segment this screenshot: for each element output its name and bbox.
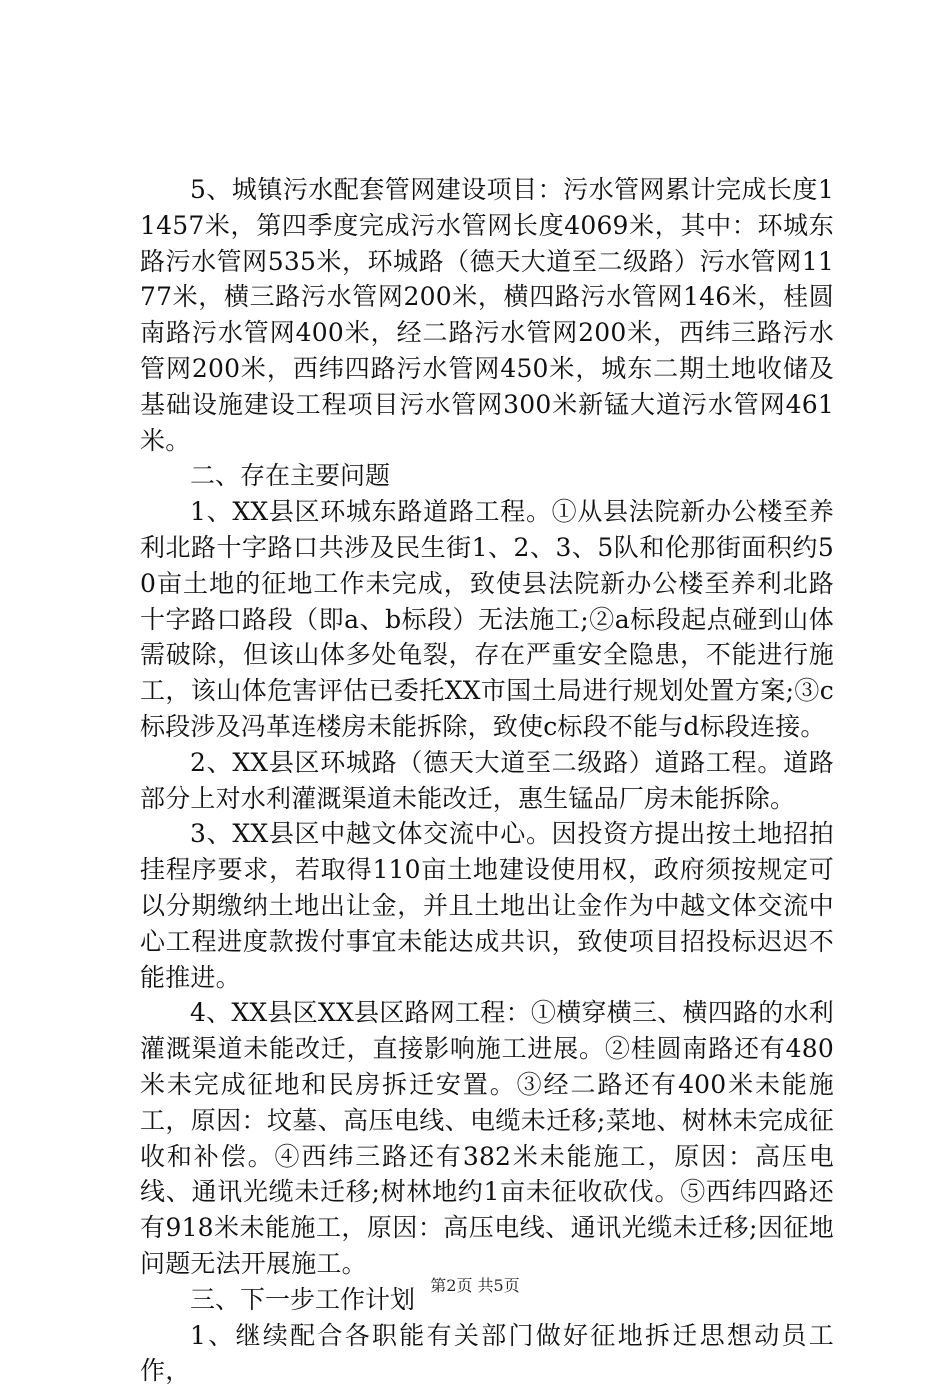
paragraph-problem-3: 3、XX县区中越文体交流中心。因投资方提出按土地招拍挂程序要求，若取得110亩土地建设使用权，政府须按规定可以分期缴纳土地出让金，并且土地出让金作为中越文体交流中心工程进度款拨付事宜未能达成共识，致使项目招投标迟迟不能推进。 (140, 816, 834, 995)
paragraph-problem-1: 1、XX县区环城东路道路工程。①从县法院新办公楼至养利北路十字路口共涉及民生街1、2、3、5队和伦那街面积约50亩土地的征地工作未完成，致使县法院新办公楼至养利北路十字路口路段（即a、b标段）无法施工;②a标段起点碰到山体需破除，但该山体多处龟裂，存在严重安全隐患，不能进行施工，该山体危害评估已委托XX市国土局进行规划处置方案;③c标段涉及冯革连楼房未能拆除，致使c标段不能与d标段连接。 (140, 494, 834, 745)
section-heading-next-plan: 三、下一步工作计划 (140, 1282, 834, 1318)
paragraph-problem-2: 2、XX县区环城路（德天大道至二级路）道路工程。道路部分上对水利灌溉渠道未能改迁，惠生锰品厂房未能拆除。 (140, 745, 834, 817)
page-footer: 第2页 共5页 (0, 1276, 950, 1296)
paragraph-plan-1: 1、继续配合各职能有关部门做好征地拆迁思想动员工作， (140, 1318, 834, 1389)
section-heading-main-problems: 二、存在主要问题 (140, 458, 834, 494)
document-body (140, 172, 834, 1389)
paragraph-sewage-network: 5、城镇污水配套管网建设项目：污水管网累计完成长度11457米，第四季度完成污水管网长度4069米，其中：环城东路污水管网535米，环城路（德天大道至二级路）污水管网1177米，横三路污水管网200米，横四路污水管网146米，桂圆南路污水管网400米，经二路污水管网200米，西纬三路污水管网200米，西纬四路污水管网450米，城东二期土地收储及基础设施建设工程项目污水管网300米新锰大道污水管网461米。 (140, 172, 834, 458)
paragraph-problem-4: 4、XX县区XX县区路网工程：①横穿横三、横四路的水利灌溉渠道未能改迁，直接影响施工进展。②桂圆南路还有480米未完成征地和民房拆迁安置。③经二路还有400米未能施工，原因：坟墓、高压电线、电缆未迁移;菜地、树林未完成征收和补偿。④西纬三路还有382米未能施工，原因：高压电线、通讯光缆未迁移;树林地约1亩未征收砍伐。⑤西纬四路还有918米未能施工，原因：高压电线、通讯光缆未迁移;因征地问题无法开展施工。 (140, 995, 834, 1281)
